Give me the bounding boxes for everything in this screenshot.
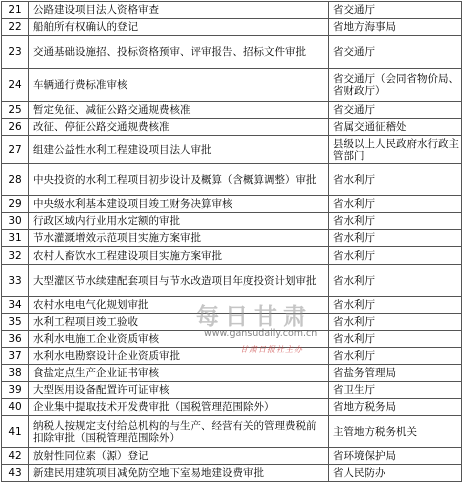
department: 省地方税务局 — [329, 399, 462, 416]
department: 省地方海事局 — [329, 19, 462, 36]
table-row — [2, 164, 462, 196]
department: 省水利厅 — [329, 230, 462, 247]
table-row — [2, 19, 462, 36]
item-name: 水利水电勘察设计企业资质审批 — [29, 348, 329, 365]
item-name: 大型灌区节水续建配套项目与节水改造项目年度投资计划审批 — [29, 265, 329, 297]
item-name: 车辆通行费标准审核 — [29, 69, 329, 102]
table-row — [2, 102, 462, 119]
department: 省水利厅 — [329, 331, 462, 348]
row-number: 28 — [2, 164, 29, 196]
item-name: 纳税人按规定支付给总机构的与生产、经营有关的管理费税前扣除审批（国税管理范围除外） — [29, 416, 329, 448]
item-name: 农村水电电气化规划审批 — [29, 297, 329, 314]
table-row — [2, 365, 462, 382]
item-name: 船舶所有权确认的登记 — [29, 19, 329, 36]
item-name: 公路建设项目法人资格审查 — [29, 2, 329, 19]
item-name: 交通基础设施招、投标资格预审、评审报告、招标文件审批 — [29, 36, 329, 69]
item-name: 改征、停征公路交通规费核准 — [29, 119, 329, 136]
row-number: 38 — [2, 365, 29, 382]
watermark-url: www.gansudaily.com.cn — [204, 328, 318, 339]
watermark-subtitle: 甘肃日报社主办 — [240, 345, 303, 354]
row-number: 23 — [2, 36, 29, 69]
table-row — [2, 196, 462, 213]
item-name: 放射性同位素（源）登记 — [29, 448, 329, 465]
item-name: 水利水电施工企业资质审核 — [29, 331, 329, 348]
table-row — [2, 314, 462, 331]
department: 县级以上人民政府水行政主管部门 — [329, 136, 462, 164]
row-number: 39 — [2, 382, 29, 399]
department: 省交通厅 — [329, 36, 462, 69]
row-number: 37 — [2, 348, 29, 365]
department: 省水利厅 — [329, 247, 462, 265]
row-number: 29 — [2, 196, 29, 213]
department: 省人民防办 — [329, 465, 462, 482]
row-number: 27 — [2, 136, 29, 164]
row-number: 43 — [2, 465, 29, 482]
table-row — [2, 247, 462, 265]
table-row — [2, 465, 462, 482]
table-row — [2, 2, 462, 19]
department: 省环境保护局 — [329, 448, 462, 465]
item-name: 农村人畜饮水工程建设项目实施方案审批 — [29, 247, 329, 265]
item-name: 水利工程项目竣工验收 — [29, 314, 329, 331]
row-number: 30 — [2, 213, 29, 230]
department: 省水利厅 — [329, 164, 462, 196]
table-row — [2, 136, 462, 164]
row-number: 21 — [2, 2, 29, 19]
item-name: 大型医用设备配置许可证审核 — [29, 382, 329, 399]
item-name: 中央投资的水利工程项目初步设计及概算（含概算调整）审批 — [29, 164, 329, 196]
row-number: 34 — [2, 297, 29, 314]
department: 省交通厅 — [329, 102, 462, 119]
item-name: 节水灌溉增效示范项目实施方案审批 — [29, 230, 329, 247]
table-row — [2, 230, 462, 247]
department: 省水利厅 — [329, 265, 462, 297]
row-number: 33 — [2, 265, 29, 297]
department: 省属交通征稽处 — [329, 119, 462, 136]
department: 省盐务管理局 — [329, 365, 462, 382]
department: 省卫生厅 — [329, 382, 462, 399]
row-number: 36 — [2, 331, 29, 348]
table-row — [2, 348, 462, 365]
department: 省水利厅 — [329, 314, 462, 331]
item-name: 企业集中提取技术开发费审批（国税管理范围除外） — [29, 399, 329, 416]
table-row — [2, 416, 462, 448]
row-number: 31 — [2, 230, 29, 247]
item-name: 暂定免征、减征公路交通规费核准 — [29, 102, 329, 119]
row-number: 41 — [2, 416, 29, 448]
item-name: 组建公益性水利工程建设项目法人审批 — [29, 136, 329, 164]
row-number: 42 — [2, 448, 29, 465]
item-name: 食盐定点生产企业证书审核 — [29, 365, 329, 382]
table-row — [2, 119, 462, 136]
row-number: 25 — [2, 102, 29, 119]
row-number: 24 — [2, 69, 29, 102]
table-row — [2, 297, 462, 314]
table-row — [2, 448, 462, 465]
department: 省交通厅 — [329, 2, 462, 19]
row-number: 40 — [2, 399, 29, 416]
table-row — [2, 36, 462, 69]
department: 省水利厅 — [329, 348, 462, 365]
row-number: 35 — [2, 314, 29, 331]
table-row — [2, 265, 462, 297]
row-number: 26 — [2, 119, 29, 136]
table-row — [2, 69, 462, 102]
department: 省水利厅 — [329, 213, 462, 230]
item-name: 行政区域内行业用水定额的审批 — [29, 213, 329, 230]
table-row — [2, 213, 462, 230]
department: 省交通厅（会同省物价局、省财政厅） — [329, 69, 462, 102]
table-row — [2, 399, 462, 416]
table-row — [2, 331, 462, 348]
department: 省水利厅 — [329, 297, 462, 314]
department: 主管地方税务机关 — [329, 416, 462, 448]
row-number: 32 — [2, 247, 29, 265]
item-name: 新建民用建筑项目减免防空地下室易地建设费审批 — [29, 465, 329, 482]
row-number: 22 — [2, 19, 29, 36]
approval-items-table — [1, 1, 462, 482]
department: 省水利厅 — [329, 196, 462, 213]
table-row — [2, 382, 462, 399]
watermark-logo: 每日甘肃 — [196, 303, 312, 330]
item-name: 中央级水利基本建设项目竣工财务决算审核 — [29, 196, 329, 213]
